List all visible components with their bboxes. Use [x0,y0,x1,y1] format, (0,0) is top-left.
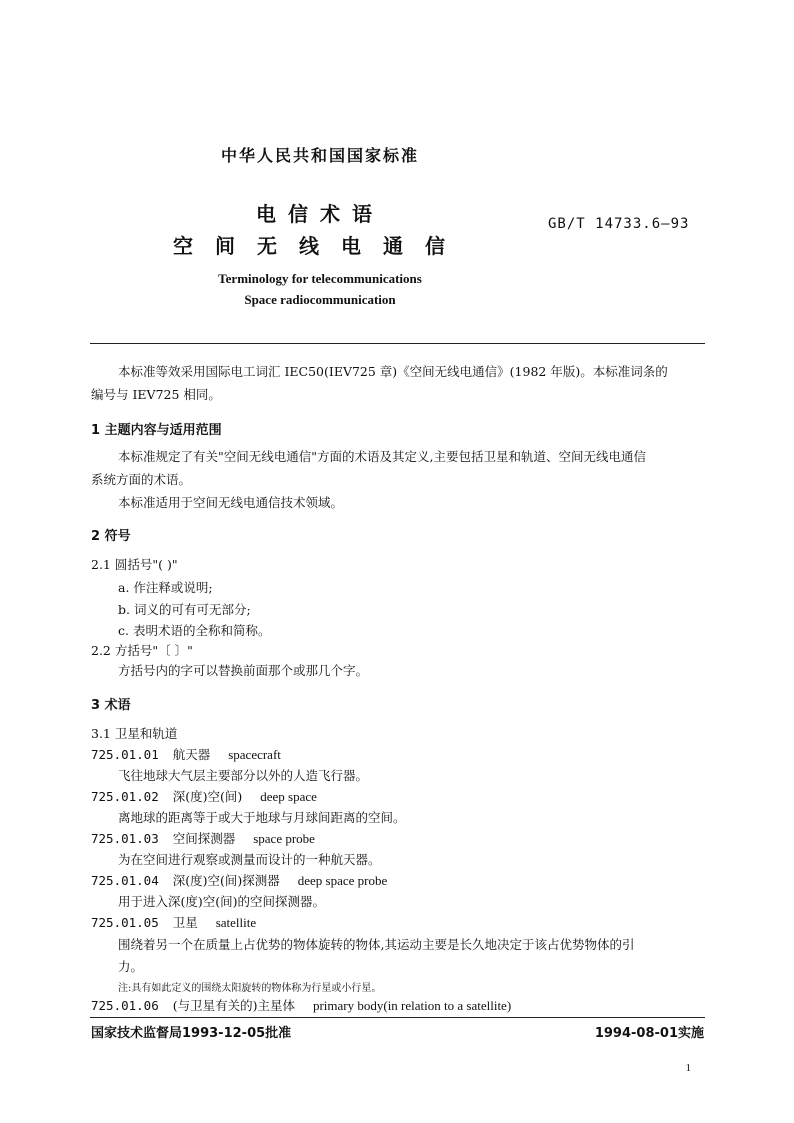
term-entry [91,913,256,931]
term-en: deep space probe [297,873,388,888]
term-number: 725.01.02 [91,789,159,804]
term-en: deep space [260,789,317,804]
intro-line-2: 编号与 IEV725 相同。 [91,387,221,402]
term-entry [91,871,387,889]
term-entry [91,787,317,805]
footer-rule [90,1017,705,1018]
term-definition: 用于进入深(度)空(间)的空间探测器。 [118,894,326,909]
term-cn: (与卫星有关的)主星体 [172,998,295,1013]
term-number: 725.01.01 [91,747,159,762]
term-cn: 空间探测器 [172,831,236,846]
term-definition: 飞往地球大气层主要部分以外的人造飞行器。 [118,768,369,783]
section-1-line-2: 系统方面的术语。 [91,472,192,487]
term-entry [91,745,281,763]
term-number: 725.01.05 [91,915,159,930]
effective-date: 1994-08-01实施 [594,1026,704,1041]
term-en: primary body(in relation to a satellite) [312,998,512,1013]
subsection-2-2-desc: 方括号内的字可以替换前面那个或那几个字。 [118,663,369,678]
term-en: satellite [215,915,257,930]
term-definition: 为在空间进行观察或测量而设计的一种航天器。 [118,852,381,867]
title-en-2: Space radiocommunication [244,292,396,307]
term-note: 注:具有如此定义的围绕太阳旋转的物体称为行星或小行星。 [118,983,382,994]
list-item-a: a. 作注释或说明; [118,580,213,595]
standard-code: GB/T 14733.6—93 [548,216,690,232]
section-1-line-3: 本标准适用于空间无线电通信技术领域。 [118,495,344,510]
term-entry [91,996,511,1014]
term-cn: 深(度)空(间) [172,789,243,804]
section-3-heading: 3 术语 [91,698,131,713]
term-number: 725.01.06 [91,998,159,1013]
header-rule [90,343,705,344]
title-en-1: Terminology for telecommunications [218,271,422,286]
intro-line-1: 本标准等效采用国际电工词汇 IEC50(IEV725 章)《空间无线电通信》(1982 年版)。本标准词条的 [118,364,668,379]
section-2-heading: 2 符号 [91,529,131,544]
subsection-3-1: 3.1 卫星和轨道 [91,726,178,741]
issuing-body: 中华人民共和国国家标准 [220,146,419,165]
title-sub: 空间无线电通信 [173,234,467,258]
title-main: 电信术语 [256,202,384,226]
term-en: space probe [253,831,315,846]
list-item-c: c. 表明术语的全称和简称。 [118,623,271,638]
list-item-b: b. 词义的可有可无部分; [118,602,251,617]
approval-line: 国家技术监督局1993-12-05批准 [91,1026,292,1041]
term-en: spacecraft [228,747,281,762]
term-cn: 航天器 [172,747,211,762]
term-entry [91,829,315,847]
term-definition: 围绕着另一个在质量上占优势的物体旋转的物体,其运动主要是长久地决定于该占优势物体的引 [118,937,635,952]
term-number: 725.01.04 [91,873,159,888]
page-number: 1 [685,1062,691,1074]
section-1-line-1: 本标准规定了有关"空间无线电通信"方面的术语及其定义,主要包括卫星和轨道、空间无线电通信 [118,449,646,464]
term-definition-cont: 力。 [118,959,144,974]
section-1-heading: 1 主题内容与适用范围 [91,423,222,438]
term-cn: 卫星 [172,915,198,930]
term-definition: 离地球的距离等于或大于地球与月球间距离的空间。 [118,810,406,825]
subsection-2-1: 2.1 圆括号"( )" [91,557,178,572]
term-cn: 深(度)空(间)探测器 [172,873,280,888]
subsection-2-2: 2.2 方括号"〔 〕" [91,643,193,658]
term-number: 725.01.03 [91,831,159,846]
